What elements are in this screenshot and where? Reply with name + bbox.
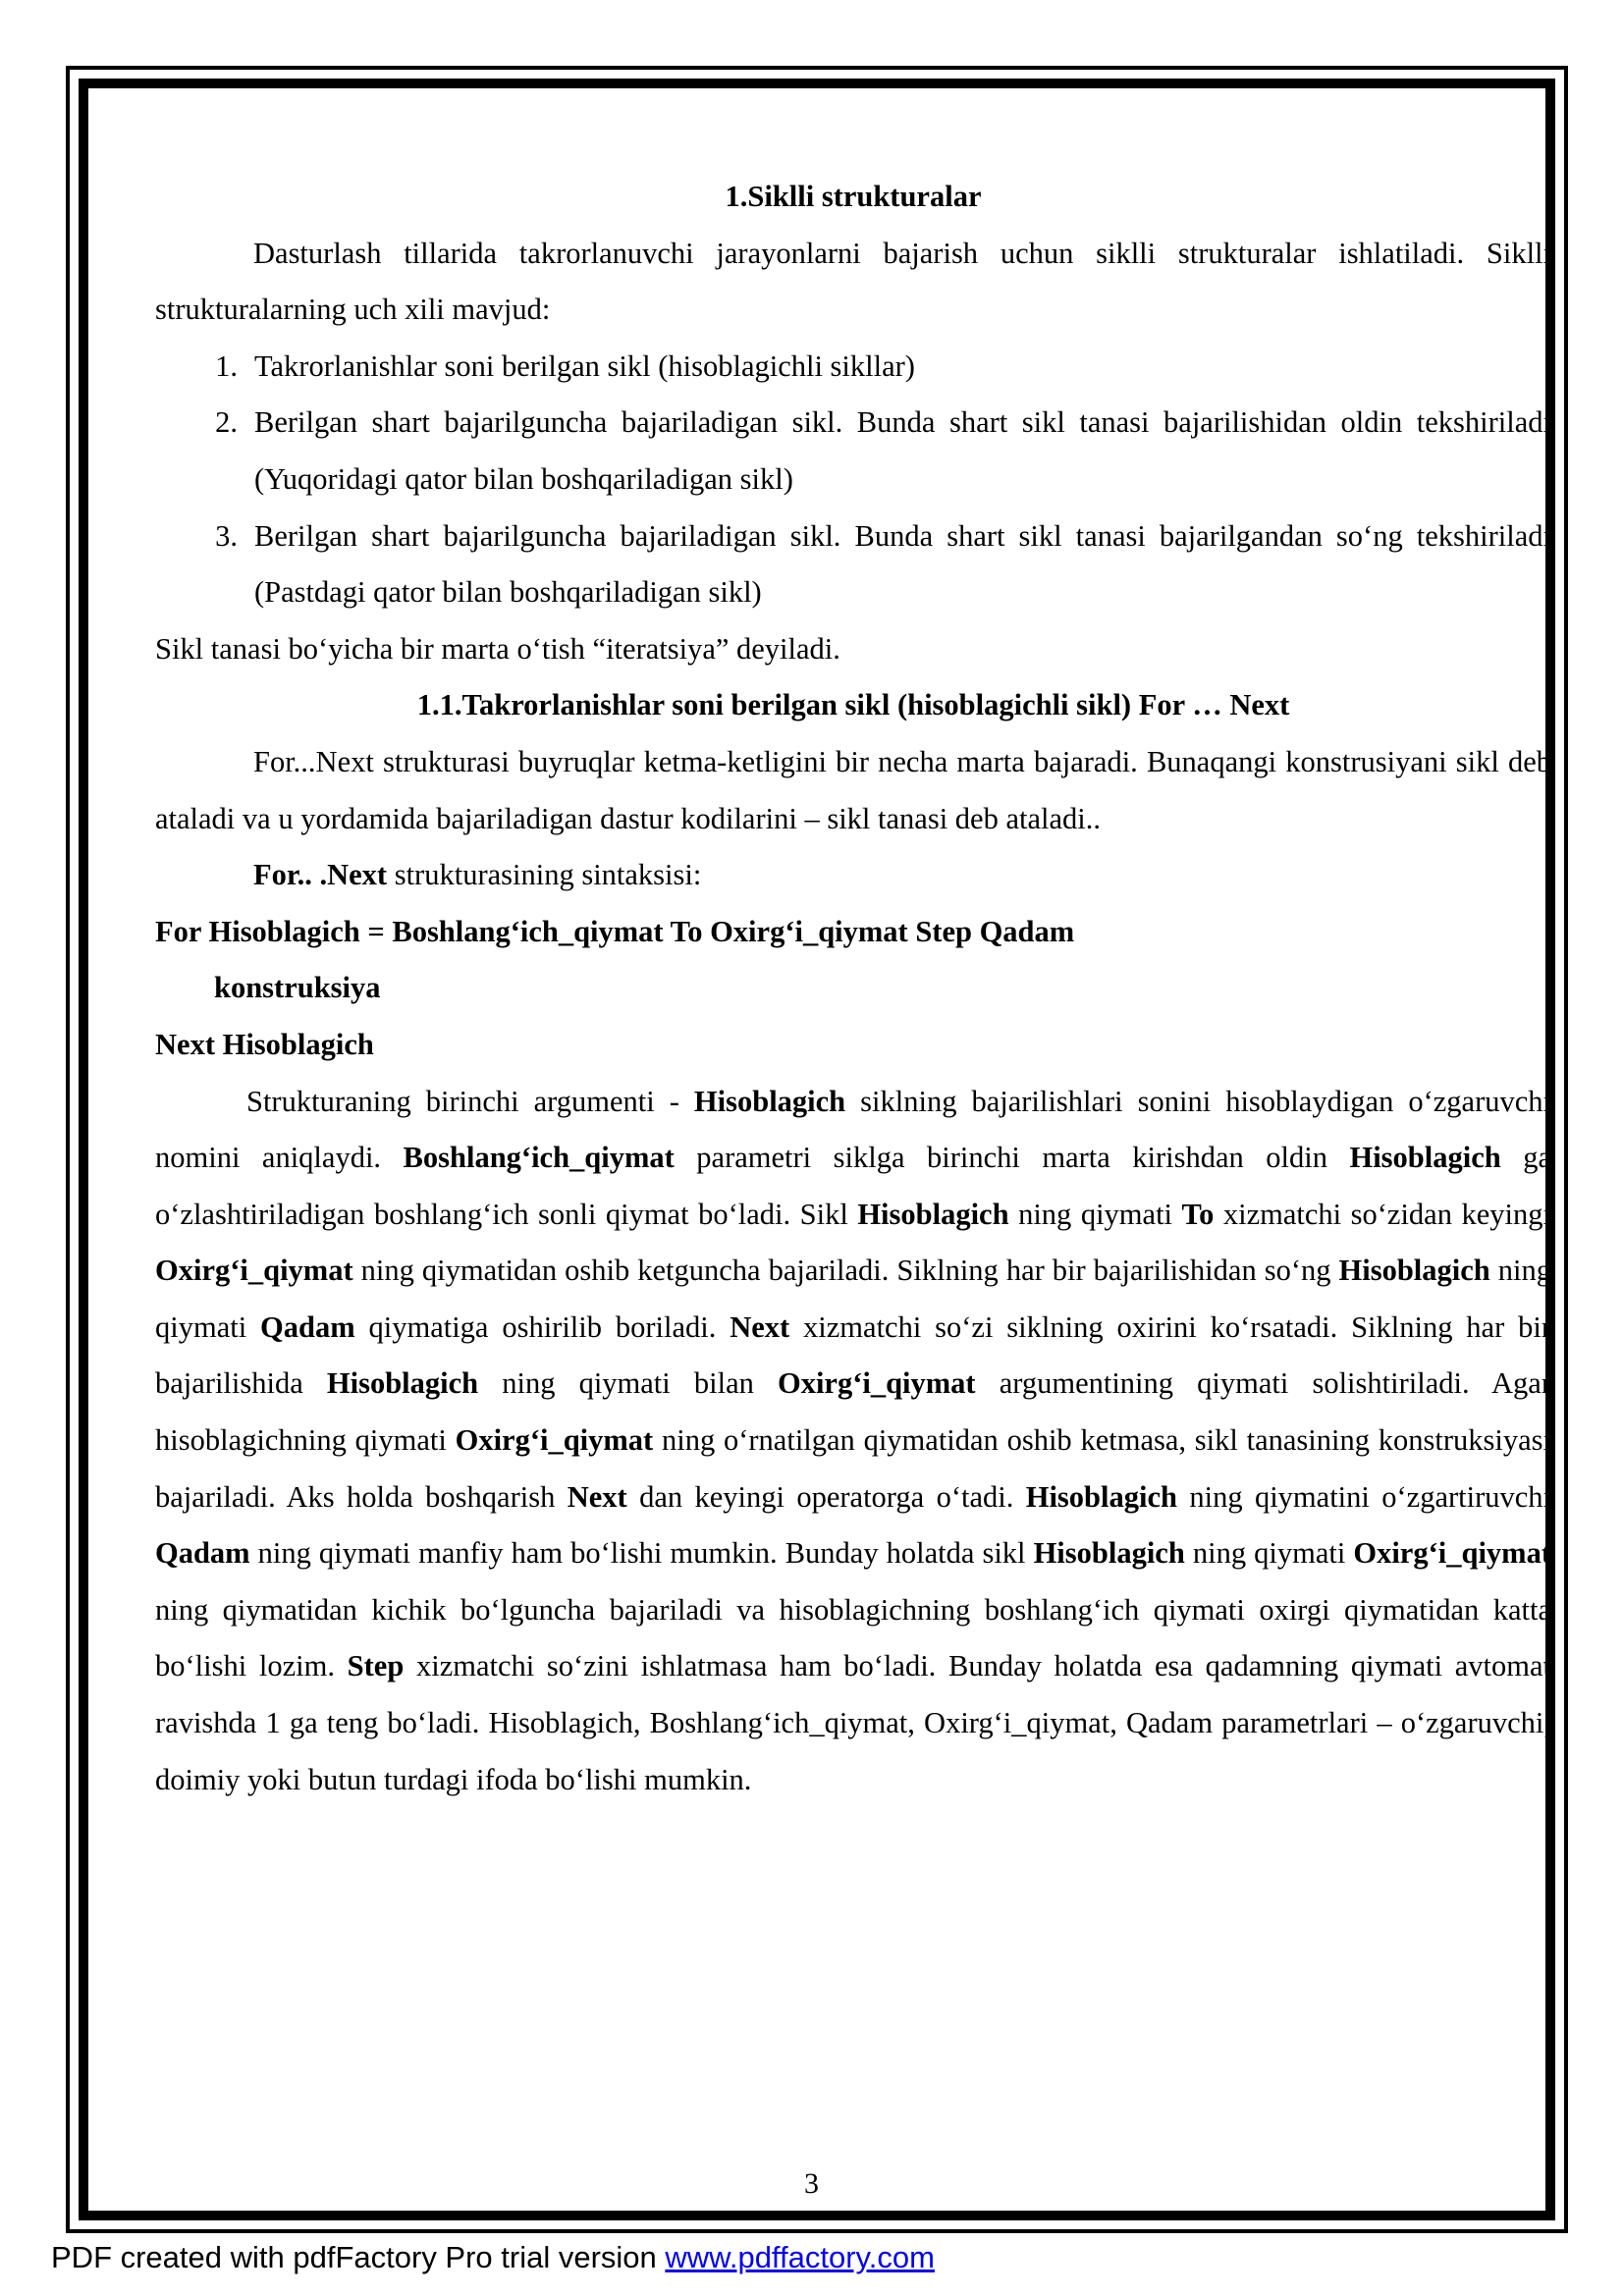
keyword-term: Oxirg‘i_qiymat xyxy=(1353,1536,1551,1571)
list-item-text: Berilgan shart bajarilguncha bajariladigan sikl. Bunda shart sikl tanasi bajarilgandan so‘ng tekshiriladi (Pastdagi qator bilan boshqariladigan sikl) xyxy=(254,518,1551,610)
syntax-line-next: Next Hisoblagich xyxy=(155,1027,374,1061)
explanation-text: ning qiymati xyxy=(1008,1197,1182,1231)
syntax-intro xyxy=(155,847,1551,904)
keyword-term: Hisoblagich xyxy=(857,1197,1009,1231)
list-item xyxy=(155,339,1551,396)
explanation-text: siklning bajarilishlari sonini hisoblaydigan o‘zgaruvchi nomini aniqlaydi. xyxy=(155,1084,1551,1175)
explanation-text: ning qiymati manfiy ham bo‘lishi mumkin. Bunday holatda sikl xyxy=(249,1536,1034,1571)
keyword-term: To xyxy=(1181,1197,1215,1231)
subsection-title: 1.1.Takrorlanishlar soni berilgan sikl (hisoblagichli sikl) For … Next xyxy=(416,688,1290,722)
explanation-text: xizmatchi so‘zidan keyingi xyxy=(1214,1197,1551,1231)
explanation-text: ning qiymatini o‘zgartiruvchi xyxy=(1176,1479,1551,1514)
document-body xyxy=(155,169,1551,1808)
explanation-text: Strukturaning birinchi argumenti - xyxy=(246,1084,694,1118)
explanation-paragraph xyxy=(155,1074,1551,1809)
explanation-text: argumentining qiymati solishtiriladi. Agar hisoblagichning qiymati xyxy=(155,1366,1551,1458)
keyword-term: Hisoblagich xyxy=(1033,1536,1185,1571)
structure-types-list xyxy=(155,339,1551,621)
keyword-term: Qadam xyxy=(260,1309,355,1344)
list-item xyxy=(155,508,1551,621)
keyword-term: Hisoblagich xyxy=(693,1084,846,1118)
intro-paragraph: Dasturlash tillarida takrorlanuvchi jarayonlarni bajarish uchun siklli strukturalar ishlatiladi. Siklli strukturalarning uch xili mavjud: xyxy=(155,236,1551,327)
iteration-note: Sikl tanasi bo‘yicha bir marta o‘tish “iteratsiya” deyiladi. xyxy=(155,631,840,666)
explanation-text: ning qiymati xyxy=(1184,1536,1354,1571)
explanation-text: ning qiymati bilan xyxy=(478,1366,778,1401)
list-item-number: 3. xyxy=(215,518,238,553)
section-title: 1.Siklli strukturalar xyxy=(725,180,982,213)
list-item-number: 1. xyxy=(215,348,238,383)
for-next-description: For...Next strukturasi buyruqlar ketma-ketligini bir necha marta bajaradi. Bunaqangi konstrusiyani sikl deb ataladi va u yordamida bajariladigan dastur kodilarini – sikl tanasi deb ataladi.. xyxy=(155,744,1551,835)
list-item-number: 2. xyxy=(215,405,238,440)
list-item-text: Takrorlanishlar soni berilgan sikl (hisoblagichli sikllar) xyxy=(254,348,915,383)
keyword-term: Step xyxy=(347,1649,405,1683)
syntax-intro-keyword: For.. .Next xyxy=(253,858,388,892)
keyword-term: Oxirg‘i_qiymat xyxy=(455,1423,654,1458)
keyword-term: Hisoblagich xyxy=(1349,1141,1501,1175)
pdf-footer xyxy=(51,2240,935,2275)
explanation-text: qiymatiga oshirilib boriladi. xyxy=(354,1309,730,1344)
explanation-text: xizmatchi so‘zi siklning oxirini ko‘rsatadi. Siklning har bir bajarilishida xyxy=(155,1309,1551,1401)
explanation-text: ning o‘rnatilgan qiymatidan oshib ketmasa, sikl tanasining konstruksiyasi bajariladi. Aks holda boshqarish xyxy=(155,1423,1552,1514)
keyword-term: Oxirg‘i_qiymat xyxy=(155,1254,353,1288)
explanation-text: ning qiymati xyxy=(155,1254,1551,1344)
explanation-text: parametri siklga birinchi marta kirishdan oldin xyxy=(674,1141,1350,1175)
explanation-text: ning qiymatidan kichik bo‘lguncha bajariladi va hisoblagichning boshlang‘ich qiymati oxirgi qiymatidan katta bo‘lishi lozim. xyxy=(155,1592,1551,1683)
syntax-line-body: konstruksiya xyxy=(214,971,381,1005)
keyword-term: Hisoblagich xyxy=(1025,1479,1177,1514)
keyword-term: Oxirg‘i_qiymat xyxy=(777,1366,976,1401)
keyword-term: Qadam xyxy=(155,1536,250,1571)
explanation-text: ga o‘zlashtiriladigan boshlang‘ich sonli qiymat bo‘ladi. Sikl xyxy=(155,1141,1552,1231)
explanation-text: dan keyingi operatorga o‘tadi. xyxy=(626,1479,1026,1514)
syntax-intro-text: strukturasining sintaksisi: xyxy=(387,858,702,892)
footer-link[interactable]: www.pdffactory.com xyxy=(665,2240,935,2274)
page-number: 3 xyxy=(804,2167,819,2200)
footer-text: PDF created with pdfFactory Pro trial version xyxy=(51,2240,666,2274)
keyword-term: Hisoblagich xyxy=(326,1366,479,1401)
explanation-text: xizmatchi so‘zini ishlatmasa ham bo‘ladi. Bunday holatda esa qadamning qiymati avtomat ravishda 1 ga teng bo‘ladi. Hisoblagich, Boshlang‘ich_qiymat, Oxirg‘i_qiymat, Qadam parametrlari – o‘zgaruvchi, doimiy yoki butun turdagi ifoda bo‘lishi mumkin. xyxy=(155,1649,1551,1796)
keyword-term: Hisoblagich xyxy=(1338,1254,1490,1288)
keyword-term: Next xyxy=(567,1479,627,1514)
list-item xyxy=(155,395,1551,507)
syntax-line-for: For Hisoblagich = Boshlang‘ich_qiymat To Oxirg‘i_qiymat Step Qadam xyxy=(155,914,1075,948)
keyword-term: Boshlang‘ich_qiymat xyxy=(403,1141,675,1175)
keyword-term: Next xyxy=(730,1309,790,1344)
list-item-text: Berilgan shart bajarilguncha bajariladigan sikl. Bunda shart sikl tanasi bajarilishidan oldin tekshiriladi (Yuqoridagi qator bilan boshqariladigan sikl) xyxy=(254,405,1551,496)
explanation-text: ning qiymatidan oshib ketguncha bajariladi. Siklning har bir bajarilishidan so‘ng xyxy=(352,1254,1339,1288)
